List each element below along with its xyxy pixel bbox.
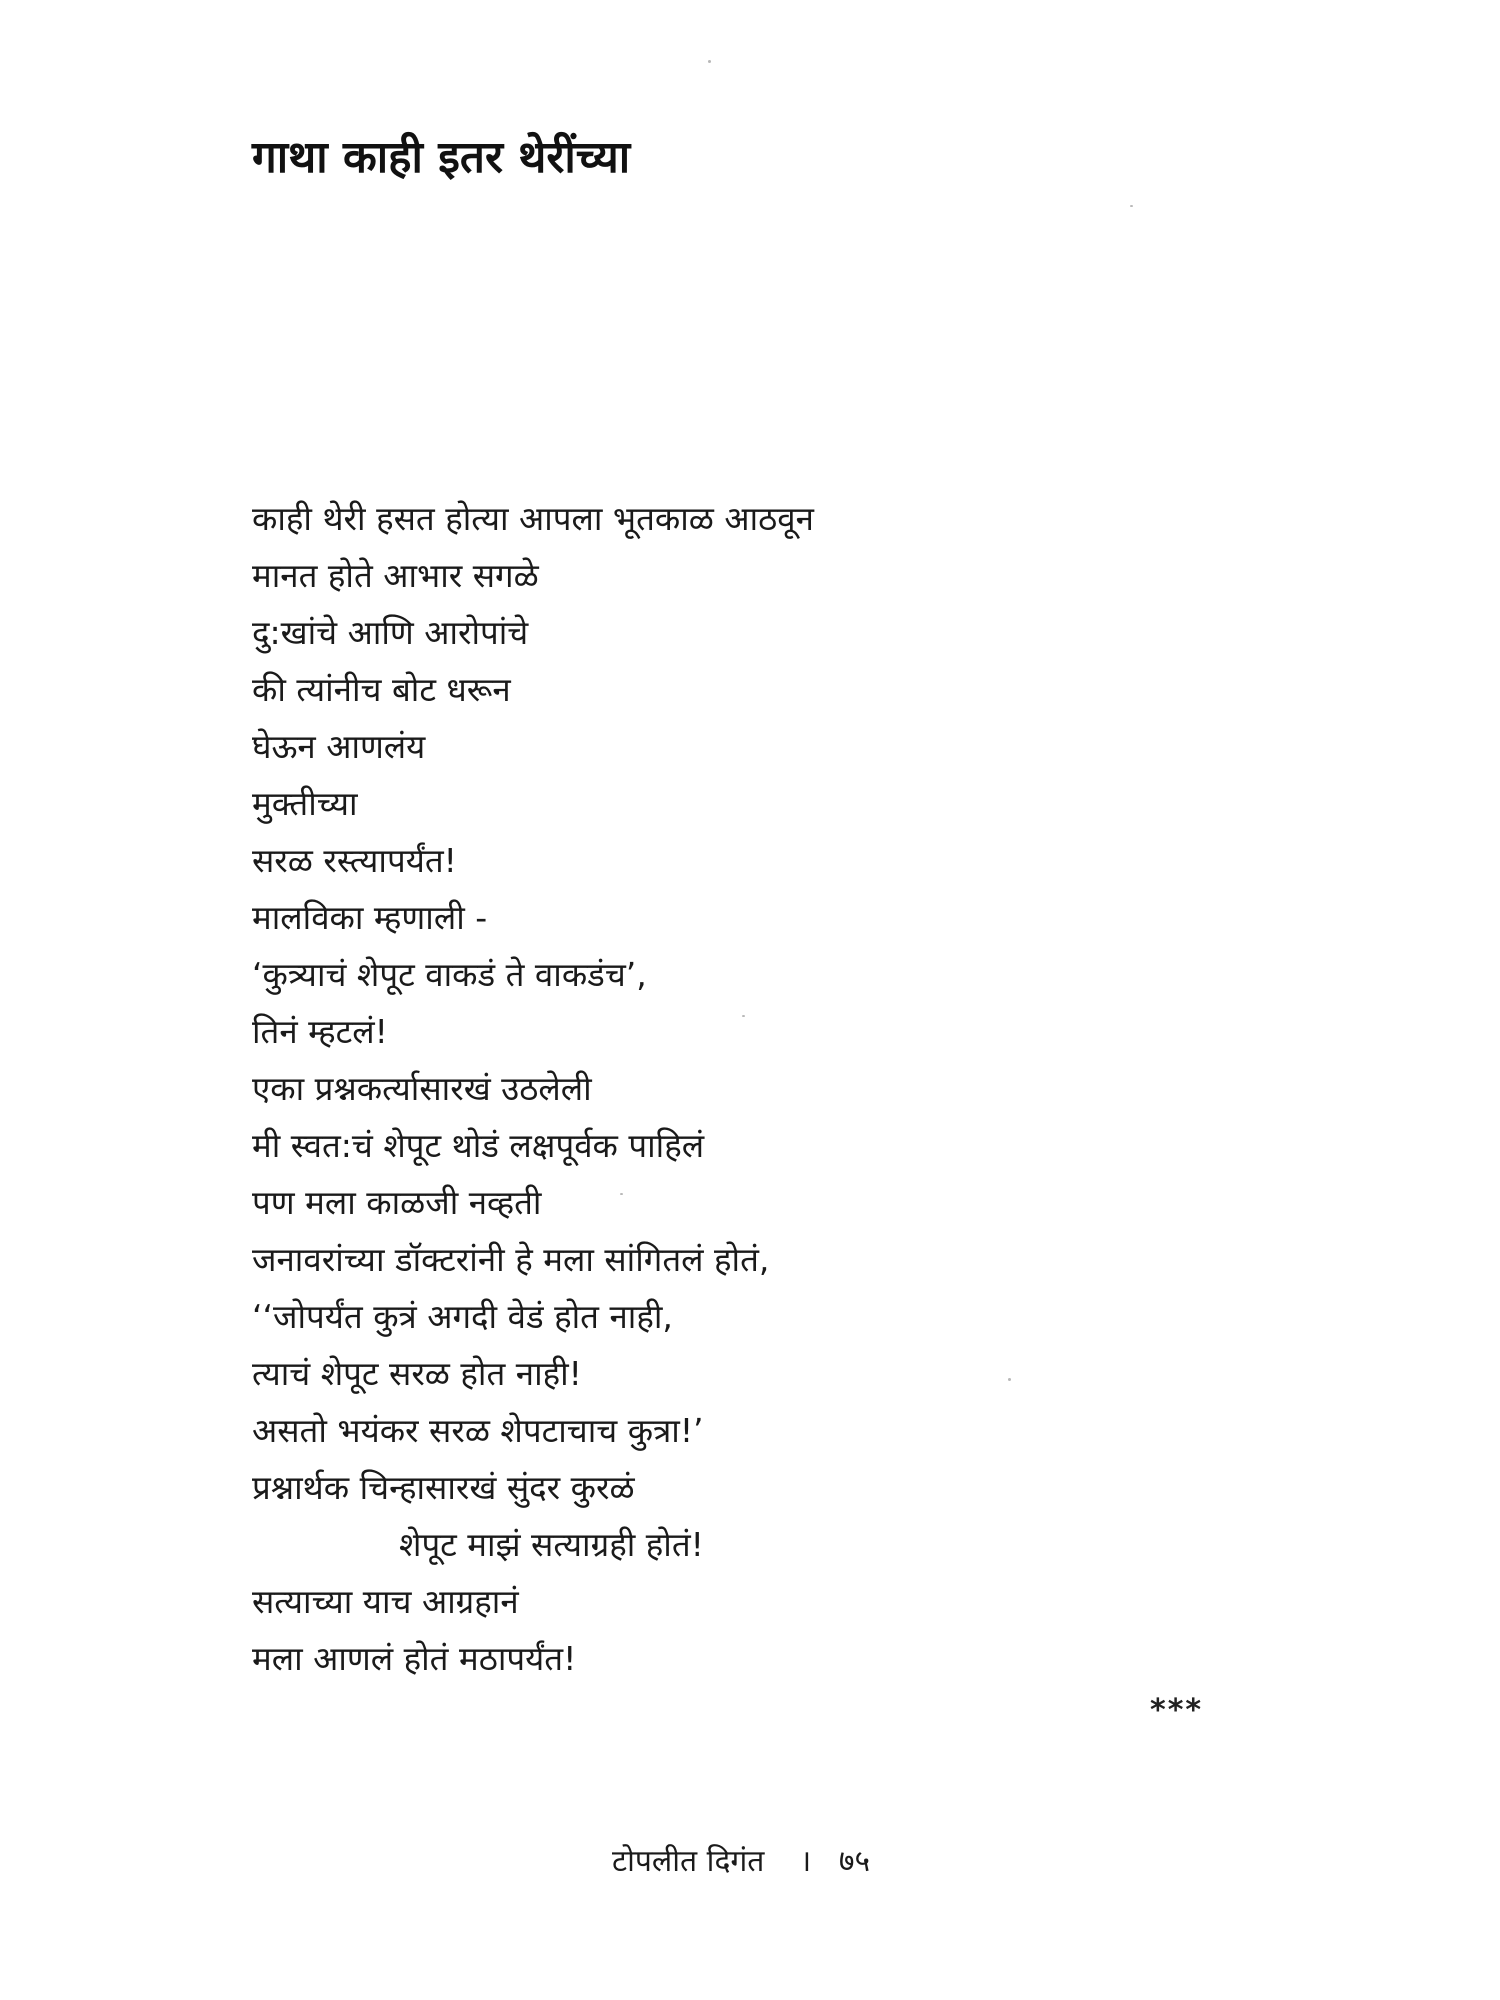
poem-line: एका प्रश्नकर्त्यासारखं उठलेली (252, 1069, 592, 1108)
scan-speck (1130, 205, 1133, 207)
poem-line: पण मला काळजी नव्हती (252, 1183, 542, 1222)
poem-line: प्रश्नार्थक चिन्हासारखं सुंदर कुरळं (252, 1468, 635, 1507)
scan-speck (620, 1193, 623, 1195)
poem-line: ‘कुत्र्याचं शेपूट वाकडं ते वाकडंच’, (252, 955, 647, 994)
poem-line: घेऊन आणलंय (252, 727, 426, 766)
poem-line: सरळ रस्त्यापर्यंत! (252, 841, 457, 880)
poem-line: ‘‘जोपर्यंत कुत्रं अगदी वेडं होत नाही, (252, 1297, 673, 1336)
poem-line: सत्याच्या याच आग्रहानं (252, 1582, 519, 1621)
poem-line-indented: शेपूट माझं सत्याग्रही होतं! (399, 1525, 704, 1564)
poem-line: मुक्तीच्या (252, 784, 358, 823)
page-number: ७५ (838, 1844, 871, 1879)
poem-line: तिनं म्हटलं! (252, 1012, 388, 1051)
page-footer (612, 1840, 870, 1884)
poem-line: मी स्वत:चं शेपूट थोडं लक्षपूर्वक पाहिलं (252, 1126, 705, 1165)
scan-speck (708, 60, 711, 63)
scan-speck (1008, 1378, 1011, 1381)
poem-body (252, 490, 1252, 1687)
poem-line: मानत होते आभार सगळे (252, 556, 539, 595)
poem-line: त्याचं शेपूट सरळ होत नाही! (252, 1354, 582, 1393)
poem-line: काही थेरी हसत होत्या आपला भूतकाळ आठवून (252, 499, 814, 538)
poem-line: मालविका म्हणाली - (252, 898, 488, 937)
footer-separator: । (799, 1844, 812, 1879)
poem-line: असतो भयंकर सरळ शेपटाचाच कुत्रा!’ (252, 1411, 704, 1450)
scan-speck (742, 1015, 745, 1017)
poem-line: दु:खांचे आणि आरोपांचे (252, 613, 529, 652)
section-end-mark: *** (1150, 1693, 1204, 1728)
poem-line: की त्यांनीच बोट धरून (252, 670, 511, 709)
poem-line: जनावरांच्या डॉक्टरांनी हे मला सांगितलं होतं, (252, 1240, 770, 1279)
poem-line: मला आणलं होतं मठापर्यंत! (252, 1639, 577, 1678)
footer-book-title: टोपलीत दिगंत (612, 1844, 765, 1879)
chapter-title: गाथा काही इतर थेरींच्या (252, 132, 631, 183)
